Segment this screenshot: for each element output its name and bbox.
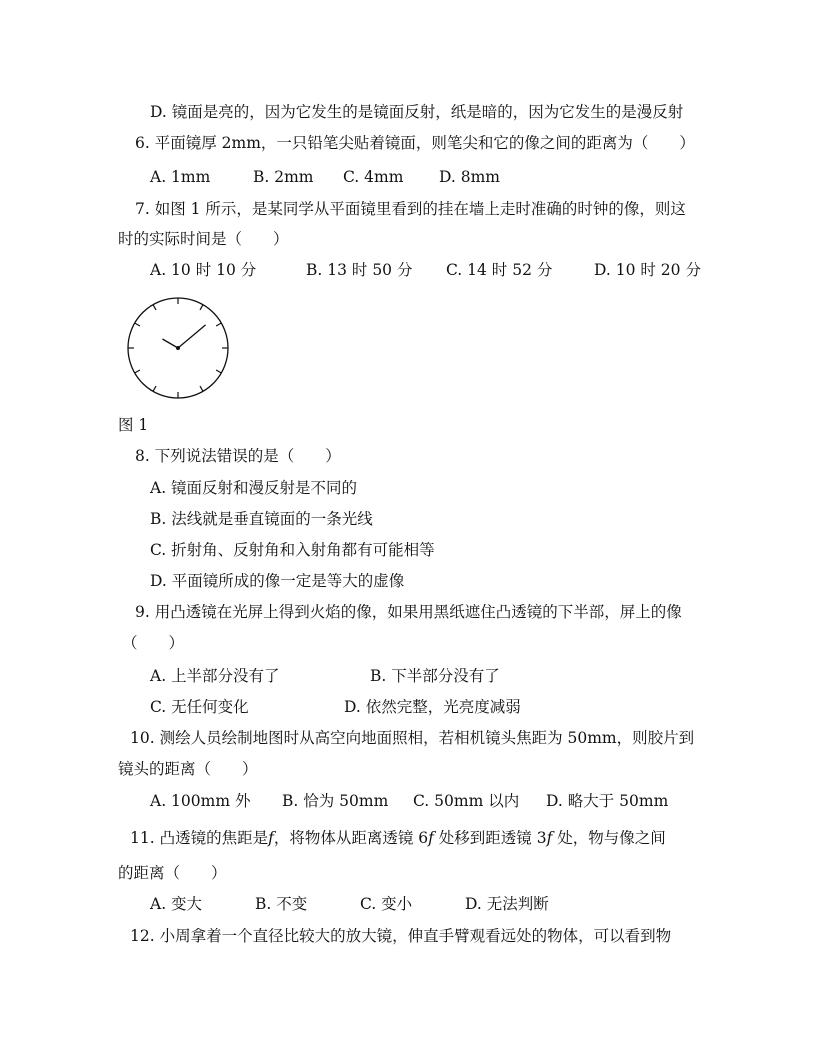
- q8-option-c: C. 折射角、反射角和入射角都有可能相等: [150, 541, 435, 559]
- q10-option-d: D. 略大于 50mm: [546, 792, 669, 810]
- q7-option-a: A. 10 时 10 分: [150, 261, 257, 279]
- q6-option-d: D. 8mm: [439, 168, 500, 186]
- q11-focal-symbol: f: [268, 829, 274, 847]
- clock-tick: [135, 323, 140, 326]
- q8-option-a: A. 镜面反射和漫反射是不同的: [150, 479, 358, 497]
- q9-option-a: A. 上半部分没有了: [150, 667, 280, 685]
- q9-stem-line2: （ ）: [122, 634, 185, 652]
- q11-option-b: B. 不变: [255, 895, 308, 913]
- q11-options: [0, 894, 816, 914]
- q8-stem: 8. 下列说法错误的是（ ）: [135, 447, 341, 465]
- q7-stem-line2: 时的实际时间是（ ）: [118, 230, 289, 248]
- q9-options-row1: [0, 666, 816, 686]
- q6-options: [0, 167, 816, 187]
- q11-stem-part3: 处移到距透镜 3: [433, 829, 547, 847]
- q7-options: [0, 260, 816, 280]
- q10-option-a: A. 100mm 外: [150, 792, 251, 810]
- q11-stem-part4: 处，物与像之间: [552, 829, 666, 847]
- q11-stem-line1: [130, 828, 666, 848]
- q5-option-d: D. 镜面是亮的，因为它发生的是镜面反射，纸是暗的，因为它发生的是漫反射: [150, 103, 684, 121]
- q7-option-c: C. 14 时 52 分: [446, 261, 553, 279]
- clock-minute-hand: [178, 325, 206, 348]
- q8-option-d: D. 平面镜所成的像一定是等大的虚像: [150, 572, 405, 590]
- q9-options-row2: [0, 697, 816, 717]
- q10-stem-line1: 10. 测绘人员绘制地图时从高空向地面照相，若相机镜头焦距为 50mm，则胶片到: [130, 729, 695, 747]
- q10-options: [0, 791, 816, 811]
- clock-tick: [200, 386, 203, 391]
- clock-hour-hand: [162, 339, 178, 348]
- q6-option-a: A. 1mm: [150, 168, 211, 186]
- q10-option-c: C. 50mm 以内: [413, 792, 520, 810]
- q11-option-a: A. 变大: [150, 895, 203, 913]
- clock-tick: [153, 305, 156, 310]
- q7-stem-line1: 7. 如图 1 所示，是某同学从平面镜里看到的挂在墙上走时准确的时钟的像，则这: [135, 200, 686, 218]
- q11-focal-symbol: f: [546, 829, 553, 847]
- q11-stem-part1: 11. 凸透镜的焦距是: [130, 829, 269, 847]
- q11-stem-part2: ，将物体从距离透镜 6: [273, 829, 429, 847]
- mirror-clock-figure: [124, 296, 234, 406]
- q6-option-b: B. 2mm: [253, 168, 314, 186]
- q9-option-c: C. 无任何变化: [150, 698, 249, 716]
- clock-tick: [216, 370, 221, 373]
- q11-option-d: D. 无法判断: [465, 895, 549, 913]
- q10-stem-line2: 镜头的距离（ ）: [118, 760, 258, 778]
- q7-option-b: B. 13 时 50 分: [306, 261, 413, 279]
- clock-center-pin: [176, 346, 180, 350]
- q9-stem-line1: 9. 用凸透镜在光屏上得到火焰的像，如果用黑纸遮住凸透镜的下半部，屏上的像: [135, 603, 682, 621]
- clock-tick: [153, 386, 156, 391]
- clock-tick: [216, 323, 221, 326]
- q9-option-b: B. 下半部分没有了: [370, 667, 500, 685]
- clock-tick: [135, 370, 140, 373]
- figure-1-label: 图 1: [118, 416, 149, 434]
- q7-option-d: D. 10 时 20 分: [594, 261, 701, 279]
- q11-focal-symbol: f: [428, 829, 434, 847]
- q8-option-b: B. 法线就是垂直镜面的一条光线: [150, 510, 373, 528]
- clock-tick: [200, 305, 203, 310]
- q6-option-c: C. 4mm: [343, 168, 404, 186]
- q11-option-c: C. 变小: [360, 895, 413, 913]
- q6-stem: 6. 平面镜厚 2mm，一只铅笔尖贴着镜面，则笔尖和它的像之间的距离为（ ）: [135, 134, 695, 152]
- q11-stem-line2: 的距离（ ）: [118, 864, 227, 882]
- q12-stem-line1: 12. 小周拿着一个直径比较大的放大镜，伸直手臂观看远处的物体，可以看到物: [130, 927, 672, 945]
- q10-option-b: B. 恰为 50mm: [282, 792, 389, 810]
- q9-option-d: D. 依然完整，光亮度减弱: [344, 698, 521, 716]
